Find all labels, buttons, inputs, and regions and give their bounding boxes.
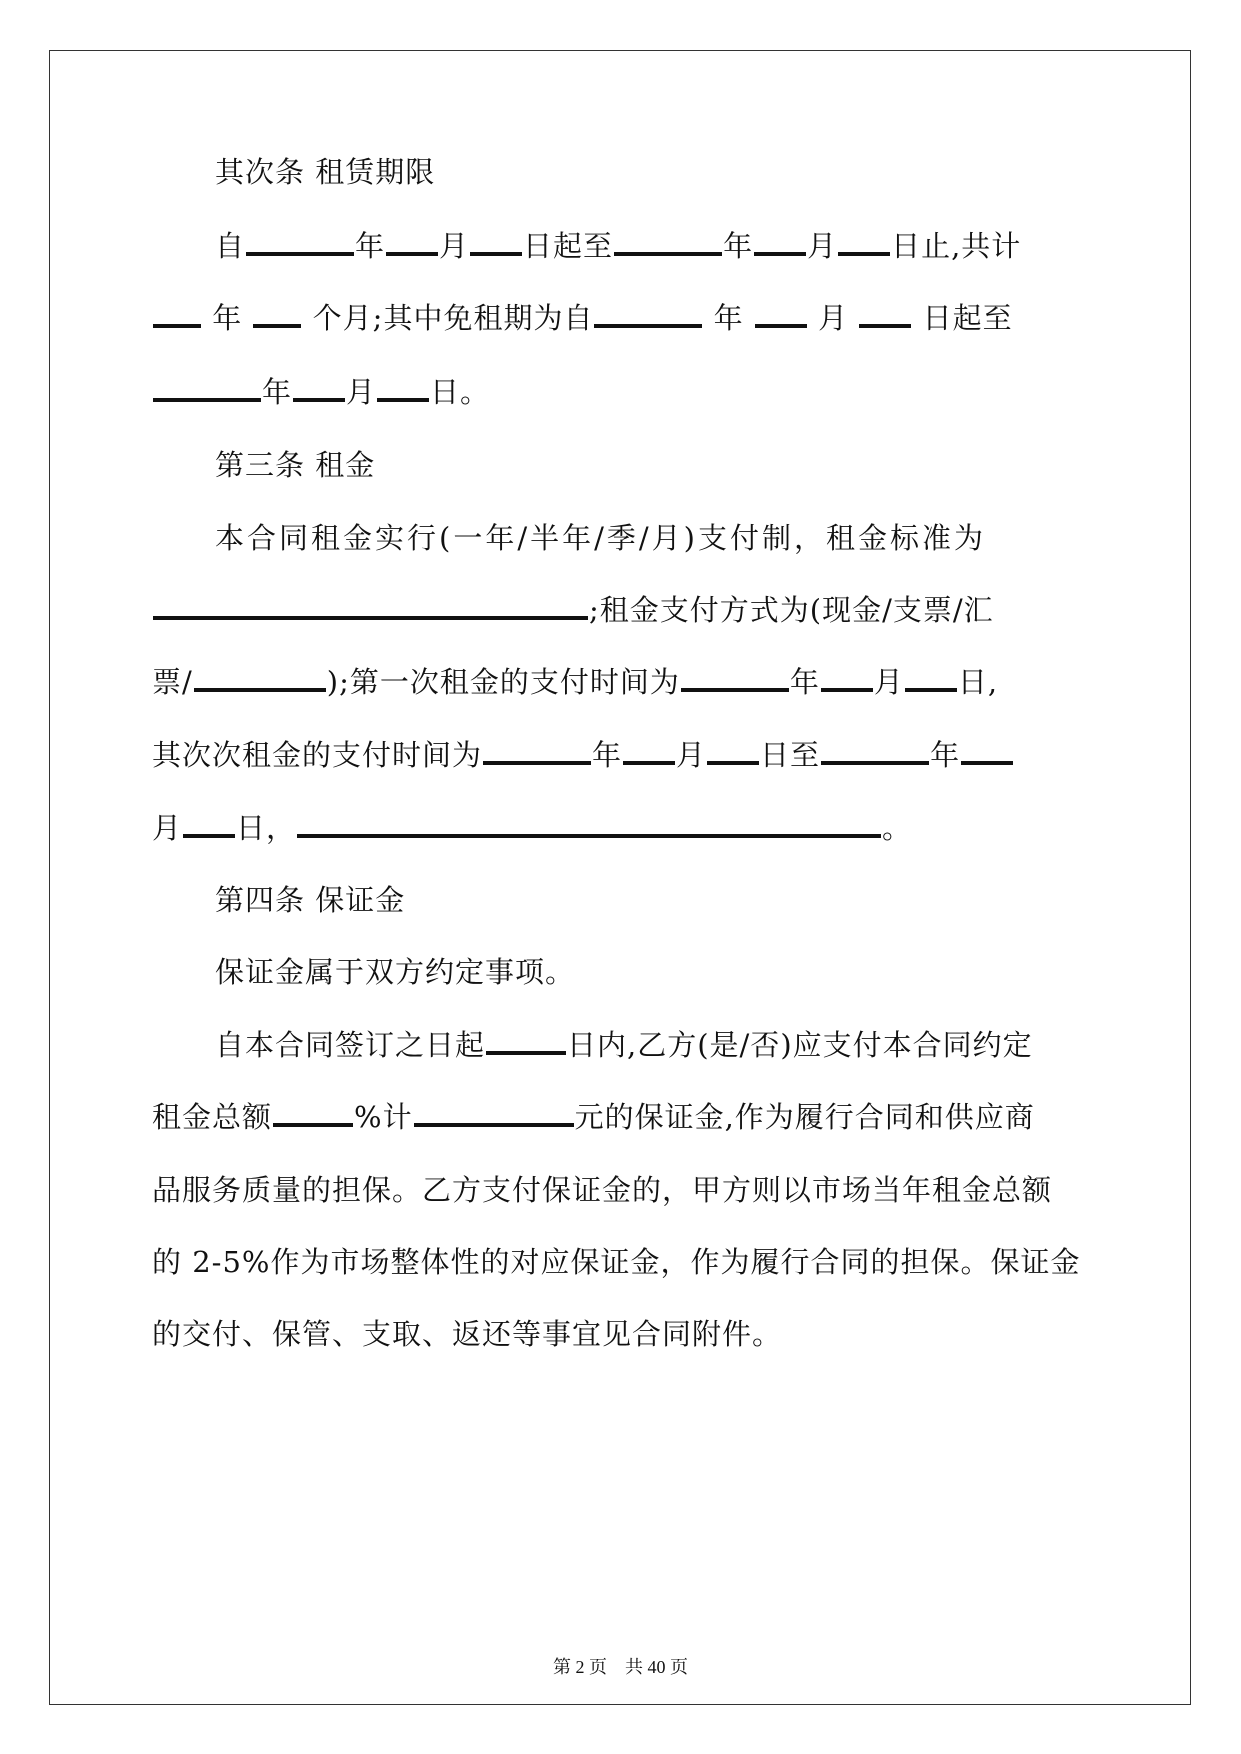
text: 月 — [439, 229, 470, 263]
text: %计 — [354, 1100, 413, 1134]
blank-field — [246, 228, 354, 256]
text: 日内,乙方(是/否)应支付本合同约定 — [567, 1028, 1033, 1062]
article-4-line-1: 保证金属于双方约定事项。 — [215, 955, 576, 989]
text: ;租金支付方式为(现金/支票/汇 — [589, 593, 994, 627]
text: 年 — [930, 738, 961, 772]
blank-field — [194, 664, 326, 692]
blank-field — [486, 1027, 566, 1055]
article-3-line-1: 本合同租金实行(一年/半年/季/月)支付制，租金标准为 — [215, 521, 986, 555]
text: 月 — [152, 811, 183, 845]
blank-field — [293, 374, 345, 402]
text: 年 — [713, 301, 744, 335]
blank-field — [707, 737, 759, 765]
text: 票/ — [152, 665, 193, 699]
article-4-line-2 — [215, 1025, 1155, 1065]
article-3-line-3 — [152, 662, 1092, 702]
text: 月 — [676, 738, 707, 772]
article-3-line-5 — [152, 808, 1092, 848]
text: 日。 — [430, 375, 491, 409]
text: 日, — [957, 665, 999, 699]
article-4-heading: 第四条 保证金 — [215, 883, 406, 917]
text: 年 — [212, 301, 243, 335]
article-2-line-3 — [152, 372, 1092, 412]
blank-field — [614, 228, 722, 256]
blank-field — [905, 664, 957, 692]
text: 。 — [882, 811, 913, 845]
blank-field — [414, 1099, 574, 1127]
article-4-line-4: 品服务质量的担保。乙方支付保证金的，甲方则以市场当年租金总额 — [152, 1173, 1053, 1207]
blank-field — [821, 664, 873, 692]
blank-field — [594, 300, 702, 328]
blank-field — [681, 664, 789, 692]
blank-field — [754, 228, 806, 256]
article-3-heading: 第三条 租金 — [215, 448, 376, 482]
blank-field — [859, 300, 911, 328]
blank-field — [755, 300, 807, 328]
text: 月 — [818, 301, 849, 335]
blank-field — [153, 300, 201, 328]
text: 年 — [592, 738, 623, 772]
text: 日起至 — [922, 301, 1013, 335]
text: 租金总额 — [152, 1100, 273, 1134]
article-3-line-2 — [152, 590, 1092, 630]
blank-field — [273, 1099, 353, 1127]
article-4-line-6: 的交付、保管、支取、返还等事宜见合同附件。 — [152, 1317, 783, 1351]
text: 月 — [346, 375, 377, 409]
blank-field — [838, 228, 890, 256]
blank-field — [483, 737, 591, 765]
text: 日止,共计 — [891, 229, 1022, 263]
blank-field — [253, 300, 301, 328]
text: 其次次租金的支付时间为 — [152, 738, 483, 772]
text: 自本合同签订之日起 — [215, 1028, 486, 1062]
article-3-line-4 — [152, 735, 1092, 775]
text: 个月;其中免租期为自 — [312, 301, 594, 335]
text: 元的保证金,作为履行合同和供应商 — [574, 1100, 1035, 1134]
article-4-line-3 — [152, 1097, 1092, 1137]
text: 日起至 — [523, 229, 614, 263]
text: 年 — [789, 665, 820, 699]
blank-field — [297, 810, 881, 838]
text: 月 — [807, 229, 838, 263]
blank-field — [183, 810, 235, 838]
text: 自 — [215, 229, 246, 263]
text: 月 — [873, 665, 904, 699]
text: 年 — [723, 229, 754, 263]
text: 年 — [262, 375, 293, 409]
blank-field — [377, 374, 429, 402]
article-4-line-5: 的 2-5%作为市场整体性的对应保证金，作为履行合同的担保。保证金 — [152, 1245, 1081, 1279]
text: );第一次租金的支付时间为 — [326, 665, 680, 699]
text: 日至 — [760, 738, 821, 772]
blank-field — [623, 737, 675, 765]
blank-field — [153, 374, 261, 402]
blank-field — [386, 228, 438, 256]
text: 年 — [355, 229, 386, 263]
page-number-footer: 第 2 页 共 40 页 — [553, 1657, 688, 1677]
article-2-heading: 其次条 租赁期限 — [215, 155, 436, 189]
blank-field — [961, 737, 1013, 765]
article-2-line-1 — [215, 226, 1155, 266]
blank-field — [153, 592, 588, 620]
blank-field — [821, 737, 929, 765]
text: 日， — [236, 811, 297, 845]
blank-field — [470, 228, 522, 256]
article-2-line-2 — [152, 298, 1092, 338]
